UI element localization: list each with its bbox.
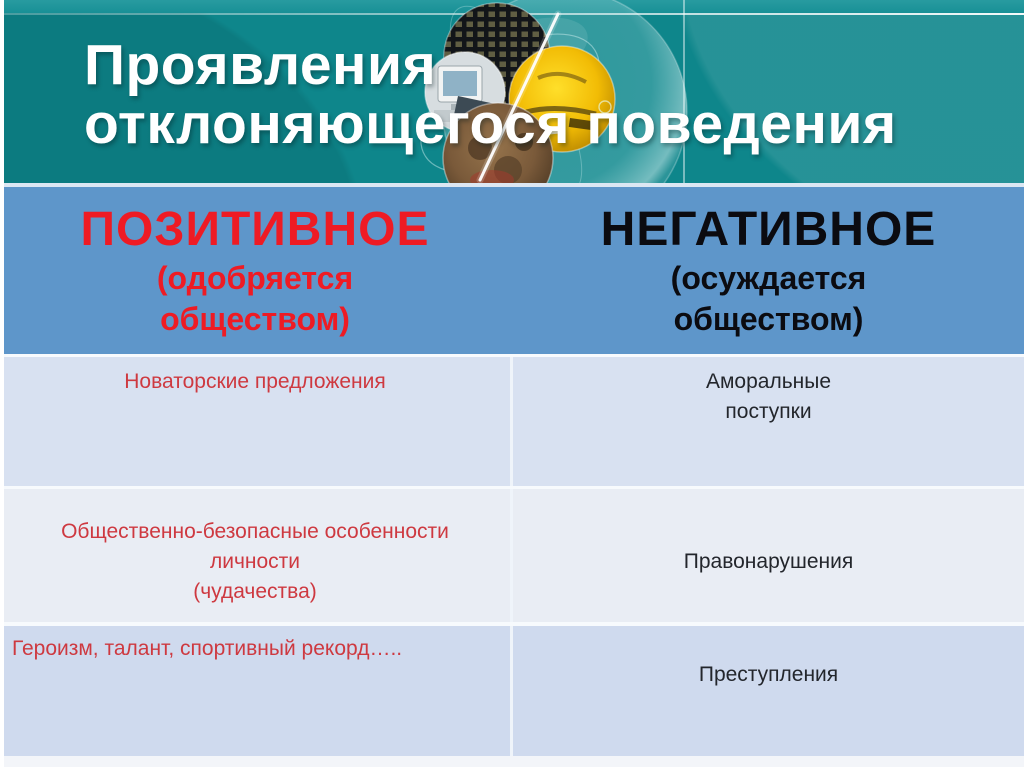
cell-positive-row1 (0, 357, 510, 486)
negative-header-title: НЕГАТИВНОЕ (600, 202, 937, 256)
deviant-behavior-table (0, 187, 1024, 756)
cell-text: Героизм, талант, спортивный рекорд….. (12, 637, 403, 660)
negative-header-subtitle-line2: обществом) (673, 300, 864, 337)
page-title (84, 33, 897, 156)
table-row (0, 489, 1024, 622)
header-cell-negative (513, 187, 1024, 354)
table-header-row (0, 187, 1024, 354)
page-title-line2: отклоняющегося поведения (84, 92, 897, 156)
header-cell-positive (0, 187, 510, 354)
cell-text: Общественно-безопасные особенности (61, 519, 449, 543)
cell-negative-row2 (513, 489, 1024, 622)
cell-negative-row1 (513, 357, 1024, 486)
negative-header-subtitle-line1: (осуждается (670, 259, 867, 296)
cell-negative-row3 (513, 626, 1024, 756)
cell-text: личности (209, 549, 301, 573)
title-band (0, 0, 1024, 183)
cell-text: (чудачества) (193, 579, 317, 603)
bottom-strip (0, 756, 1024, 767)
table-row (0, 357, 1024, 486)
positive-header-subtitle-line2: обществом) (160, 300, 350, 337)
table-row (0, 626, 1024, 756)
left-white-border (0, 0, 4, 767)
cell-text: Правонарушения (683, 549, 854, 573)
cell-positive-row2 (0, 489, 510, 622)
page-title-line1: Проявления (84, 33, 437, 97)
cell-text: поступки (725, 400, 812, 423)
cell-text: Преступления (698, 663, 839, 686)
positive-header-title: ПОЗИТИВНОЕ (80, 202, 430, 256)
positive-header-subtitle-line1: (одобряется (156, 259, 354, 296)
cell-positive-row3 (0, 626, 510, 756)
cell-text: Аморальные (705, 370, 832, 393)
cell-text: Новаторские предложения (124, 370, 386, 393)
